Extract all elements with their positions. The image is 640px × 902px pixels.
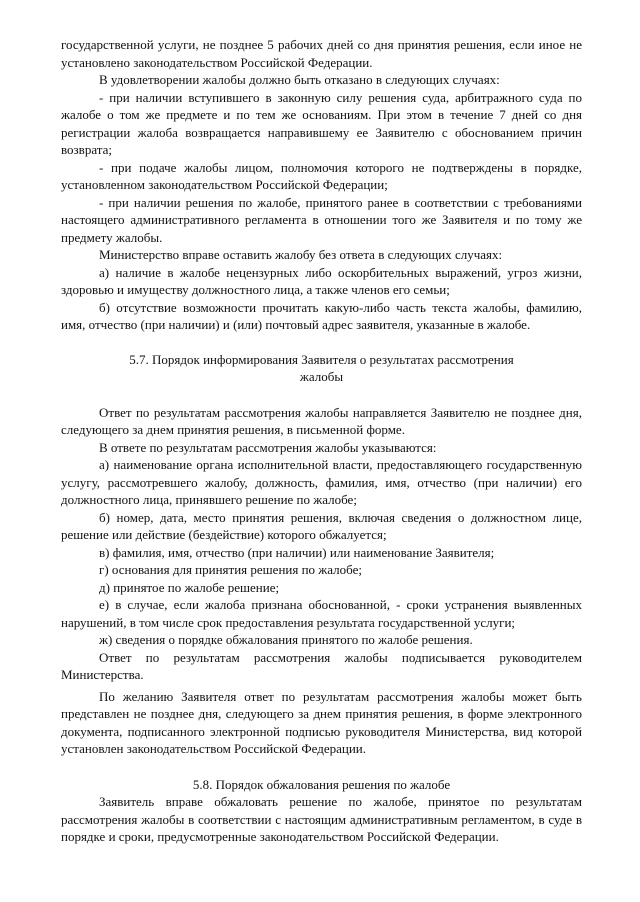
paragraph-no-answer-b: б) отсутствие возможности прочитать какую-либо часть текста жалобы, фамилию, имя, отчество (при наличии) и (или) почтовый адрес заявителя, указанные в жалобе. [61,299,582,332]
paragraph-refusal-authority: - при подаче жалобы лицом, полномочия которого не подтверждены в порядке, установленном законодательством Российской Федерации; [61,159,582,192]
section-5-7-heading [61,351,582,386]
section-5-7-heading-line2: жалобы [299,369,344,384]
paragraph-answer-v: в) фамилия, имя, отчество (при наличии) или наименование Заявителя; [99,544,495,560]
paragraph-answer-signed: Ответ по результатам рассмотрения жалобы подписывается руководителем Министерства. [61,649,582,682]
paragraph-no-answer-a: а) наличие в жалобе нецензурных либо оскорбительных выражений, угроз жизни, здоровью и имуществу должностного лица, а также членов его семьи; [61,264,582,297]
paragraph-refusal-previous: - при наличии решения по жалобе, принятого ранее в соответствии с требованиями настоящего административного регламента в отношении того же Заявителя и по тому же предмету жалобы. [61,194,582,245]
paragraph-answer-a: а) наименование органа исполнительной власти, предоставляющего государственную услугу, рассмотревшего жалобу, должность, фамилия, имя, отчество (при наличии) его должностного лица, принявшего решение по жалобе; [61,457,582,507]
paragraph-no-answer-intro: Министерство вправе оставить жалобу без ответа в следующих случаях: [99,247,503,262]
paragraph-refusal-intro: В удовлетворении жалобы должно быть отказано в следующих случаях: [99,72,500,87]
paragraph-appeal: Заявитель вправе обжаловать решение по жалобе, принятое по результатам рассмотрения жалобы в соответствии с настоящим административным регламентом, в суде в порядке и сроки, предусмотренные законодательством Российской Федерации. [61,794,582,844]
section-5-7-heading-line1: 5.7. Порядок информирования Заявителя о результатах рассмотрения [129,351,514,367]
section-5-8-heading: 5.8. Порядок обжалования решения по жалобе [192,776,451,792]
paragraph-answer-zh: ж) сведения о порядке обжалования принятого по жалобе решения. [99,632,473,647]
paragraph-answer-g: г) основания для принятия решения по жалобе; [99,562,362,577]
paragraph-answer-e: е) в случае, если жалоба признана обоснованной, - сроки устранения выявленных нарушений, в том числе срок предоставления результата государственной услуги; [61,597,582,630]
paragraph-continuation: государственной услуги, не позднее 5 рабочих дней со дня принятия решения, если иное не установлено законодательством Российской Федерации. [61,37,582,70]
paragraph-answer-d: д) принятое по жалобе решение; [99,579,280,595]
paragraph-answer-contents: В ответе по результатам рассмотрения жалобы указываются: [99,439,437,455]
paragraph-answer-electronic: По желанию Заявителя ответ по результатам рассмотрения жалобы может быть представлен не позднее дня, следующего за днем принятия решения, в форме электронного документа, подписанного электронной подписью руководителя Министерства, вид которой установлен законодательством Российской Федерации. [61,688,582,756]
paragraph-answer-b: б) номер, дата, место принятия решения, включая сведения о должностном лице, решение или действие (бездействие) которого обжалуется; [61,509,582,542]
paragraph-refusal-court: - при наличии вступившего в законную силу решения суда, арбитражного суда по жалобе о том же предмете и по тем же основаниям. При этом в течение 7 дней со дня регистрации жалоба возвращается направившему ее Заявителю с обоснованием причин возврата; [61,89,582,157]
paragraph-answer-sent: Ответ по результатам рассмотрения жалобы направляется Заявителю не позднее дня, следующего за днем принятия решения, в письменной форме. [61,404,582,437]
